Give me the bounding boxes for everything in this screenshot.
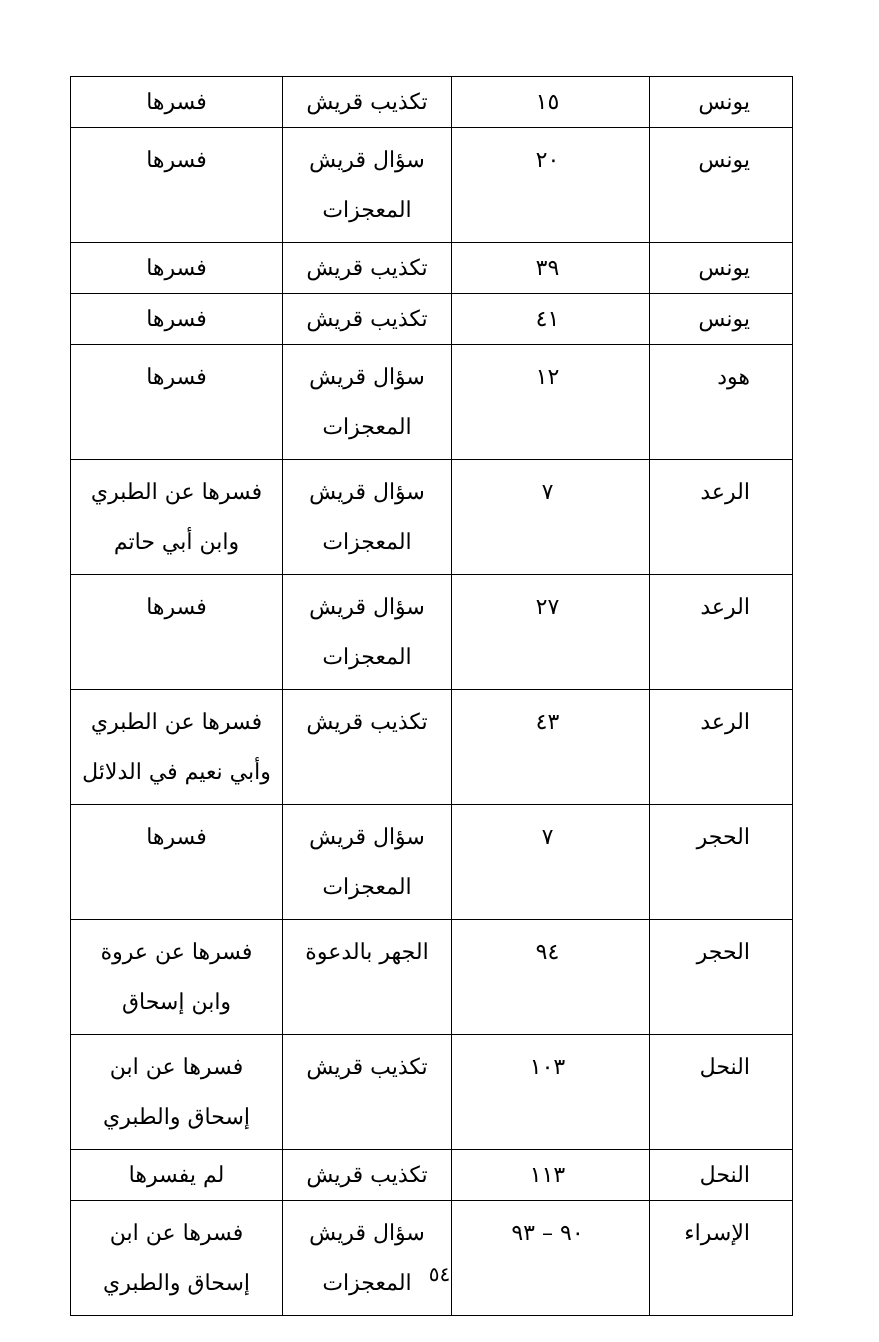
surah-cell: يونس [650, 128, 793, 243]
note-cell: فسرها [71, 575, 283, 690]
table-row [71, 128, 793, 243]
surah-cell: يونس [650, 243, 793, 294]
table-body [71, 77, 793, 1316]
ayah-cell: ١١٣ [452, 1150, 650, 1201]
surah-cell: الحجر [650, 920, 793, 1035]
topic-cell: سؤال قريش المعجزات [283, 575, 452, 690]
table-row [71, 805, 793, 920]
note-cell: فسرها عن الطبري وابن أبي حاتم [71, 460, 283, 575]
table-row [71, 243, 793, 294]
note-cell: لم يفسرها [71, 1150, 283, 1201]
note-cell: فسرها عن ابن إسحاق والطبري [71, 1201, 283, 1316]
topic-cell: تكذيب قريش [283, 1035, 452, 1150]
ayah-cell: ٩٠ – ٩٣ [452, 1201, 650, 1316]
note-cell: فسرها عن ابن إسحاق والطبري [71, 1035, 283, 1150]
topic-cell: تكذيب قريش [283, 77, 452, 128]
ayah-cell: ٤١ [452, 294, 650, 345]
surah-cell: الرعد [650, 690, 793, 805]
ayah-cell: ١٠٣ [452, 1035, 650, 1150]
note-cell: فسرها [71, 805, 283, 920]
note-cell: فسرها [71, 243, 283, 294]
table-row [71, 1150, 793, 1201]
surah-cell: الإسراء [650, 1201, 793, 1316]
ayah-cell: ٢٠ [452, 128, 650, 243]
table-row [71, 294, 793, 345]
ayah-cell: ١٥ [452, 77, 650, 128]
page-number: ٥٤ [428, 1262, 451, 1286]
note-cell: فسرها عن الطبري وأبي نعيم في الدلائل [71, 690, 283, 805]
ayah-cell: ١٢ [452, 345, 650, 460]
ayah-cell: ٢٧ [452, 575, 650, 690]
surah-cell: الحجر [650, 805, 793, 920]
topic-cell: تكذيب قريش [283, 690, 452, 805]
surah-cell: هود [650, 345, 793, 460]
surah-cell: الرعد [650, 575, 793, 690]
topic-cell: سؤال قريش المعجزات [283, 128, 452, 243]
table-row [71, 690, 793, 805]
topic-cell: تكذيب قريش [283, 243, 452, 294]
table-row [71, 77, 793, 128]
surah-reference-table [70, 76, 793, 1316]
topic-cell: الجهر بالدعوة [283, 920, 452, 1035]
note-cell: فسرها [71, 345, 283, 460]
table-row [71, 920, 793, 1035]
surah-cell: النحل [650, 1150, 793, 1201]
topic-cell: تكذيب قريش [283, 1150, 452, 1201]
topic-cell: تكذيب قريش [283, 294, 452, 345]
table-row [71, 575, 793, 690]
topic-cell: سؤال قريش المعجزات [283, 345, 452, 460]
ayah-cell: ٩٤ [452, 920, 650, 1035]
topic-cell: سؤال قريش المعجزات [283, 1201, 452, 1316]
surah-cell: يونس [650, 294, 793, 345]
surah-cell: الرعد [650, 460, 793, 575]
table-row [71, 1035, 793, 1150]
surah-cell: يونس [650, 77, 793, 128]
surah-cell: النحل [650, 1035, 793, 1150]
table-row [71, 1201, 793, 1316]
table-row [71, 345, 793, 460]
ayah-cell: ٧ [452, 460, 650, 575]
note-cell: فسرها [71, 294, 283, 345]
note-cell: فسرها [71, 77, 283, 128]
note-cell: فسرها عن عروة وابن إسحاق [71, 920, 283, 1035]
ayah-cell: ٧ [452, 805, 650, 920]
ayah-cell: ٣٩ [452, 243, 650, 294]
topic-cell: سؤال قريش المعجزات [283, 460, 452, 575]
note-cell: فسرها [71, 128, 283, 243]
topic-cell: سؤال قريش المعجزات [283, 805, 452, 920]
table-row [71, 460, 793, 575]
ayah-cell: ٤٣ [452, 690, 650, 805]
